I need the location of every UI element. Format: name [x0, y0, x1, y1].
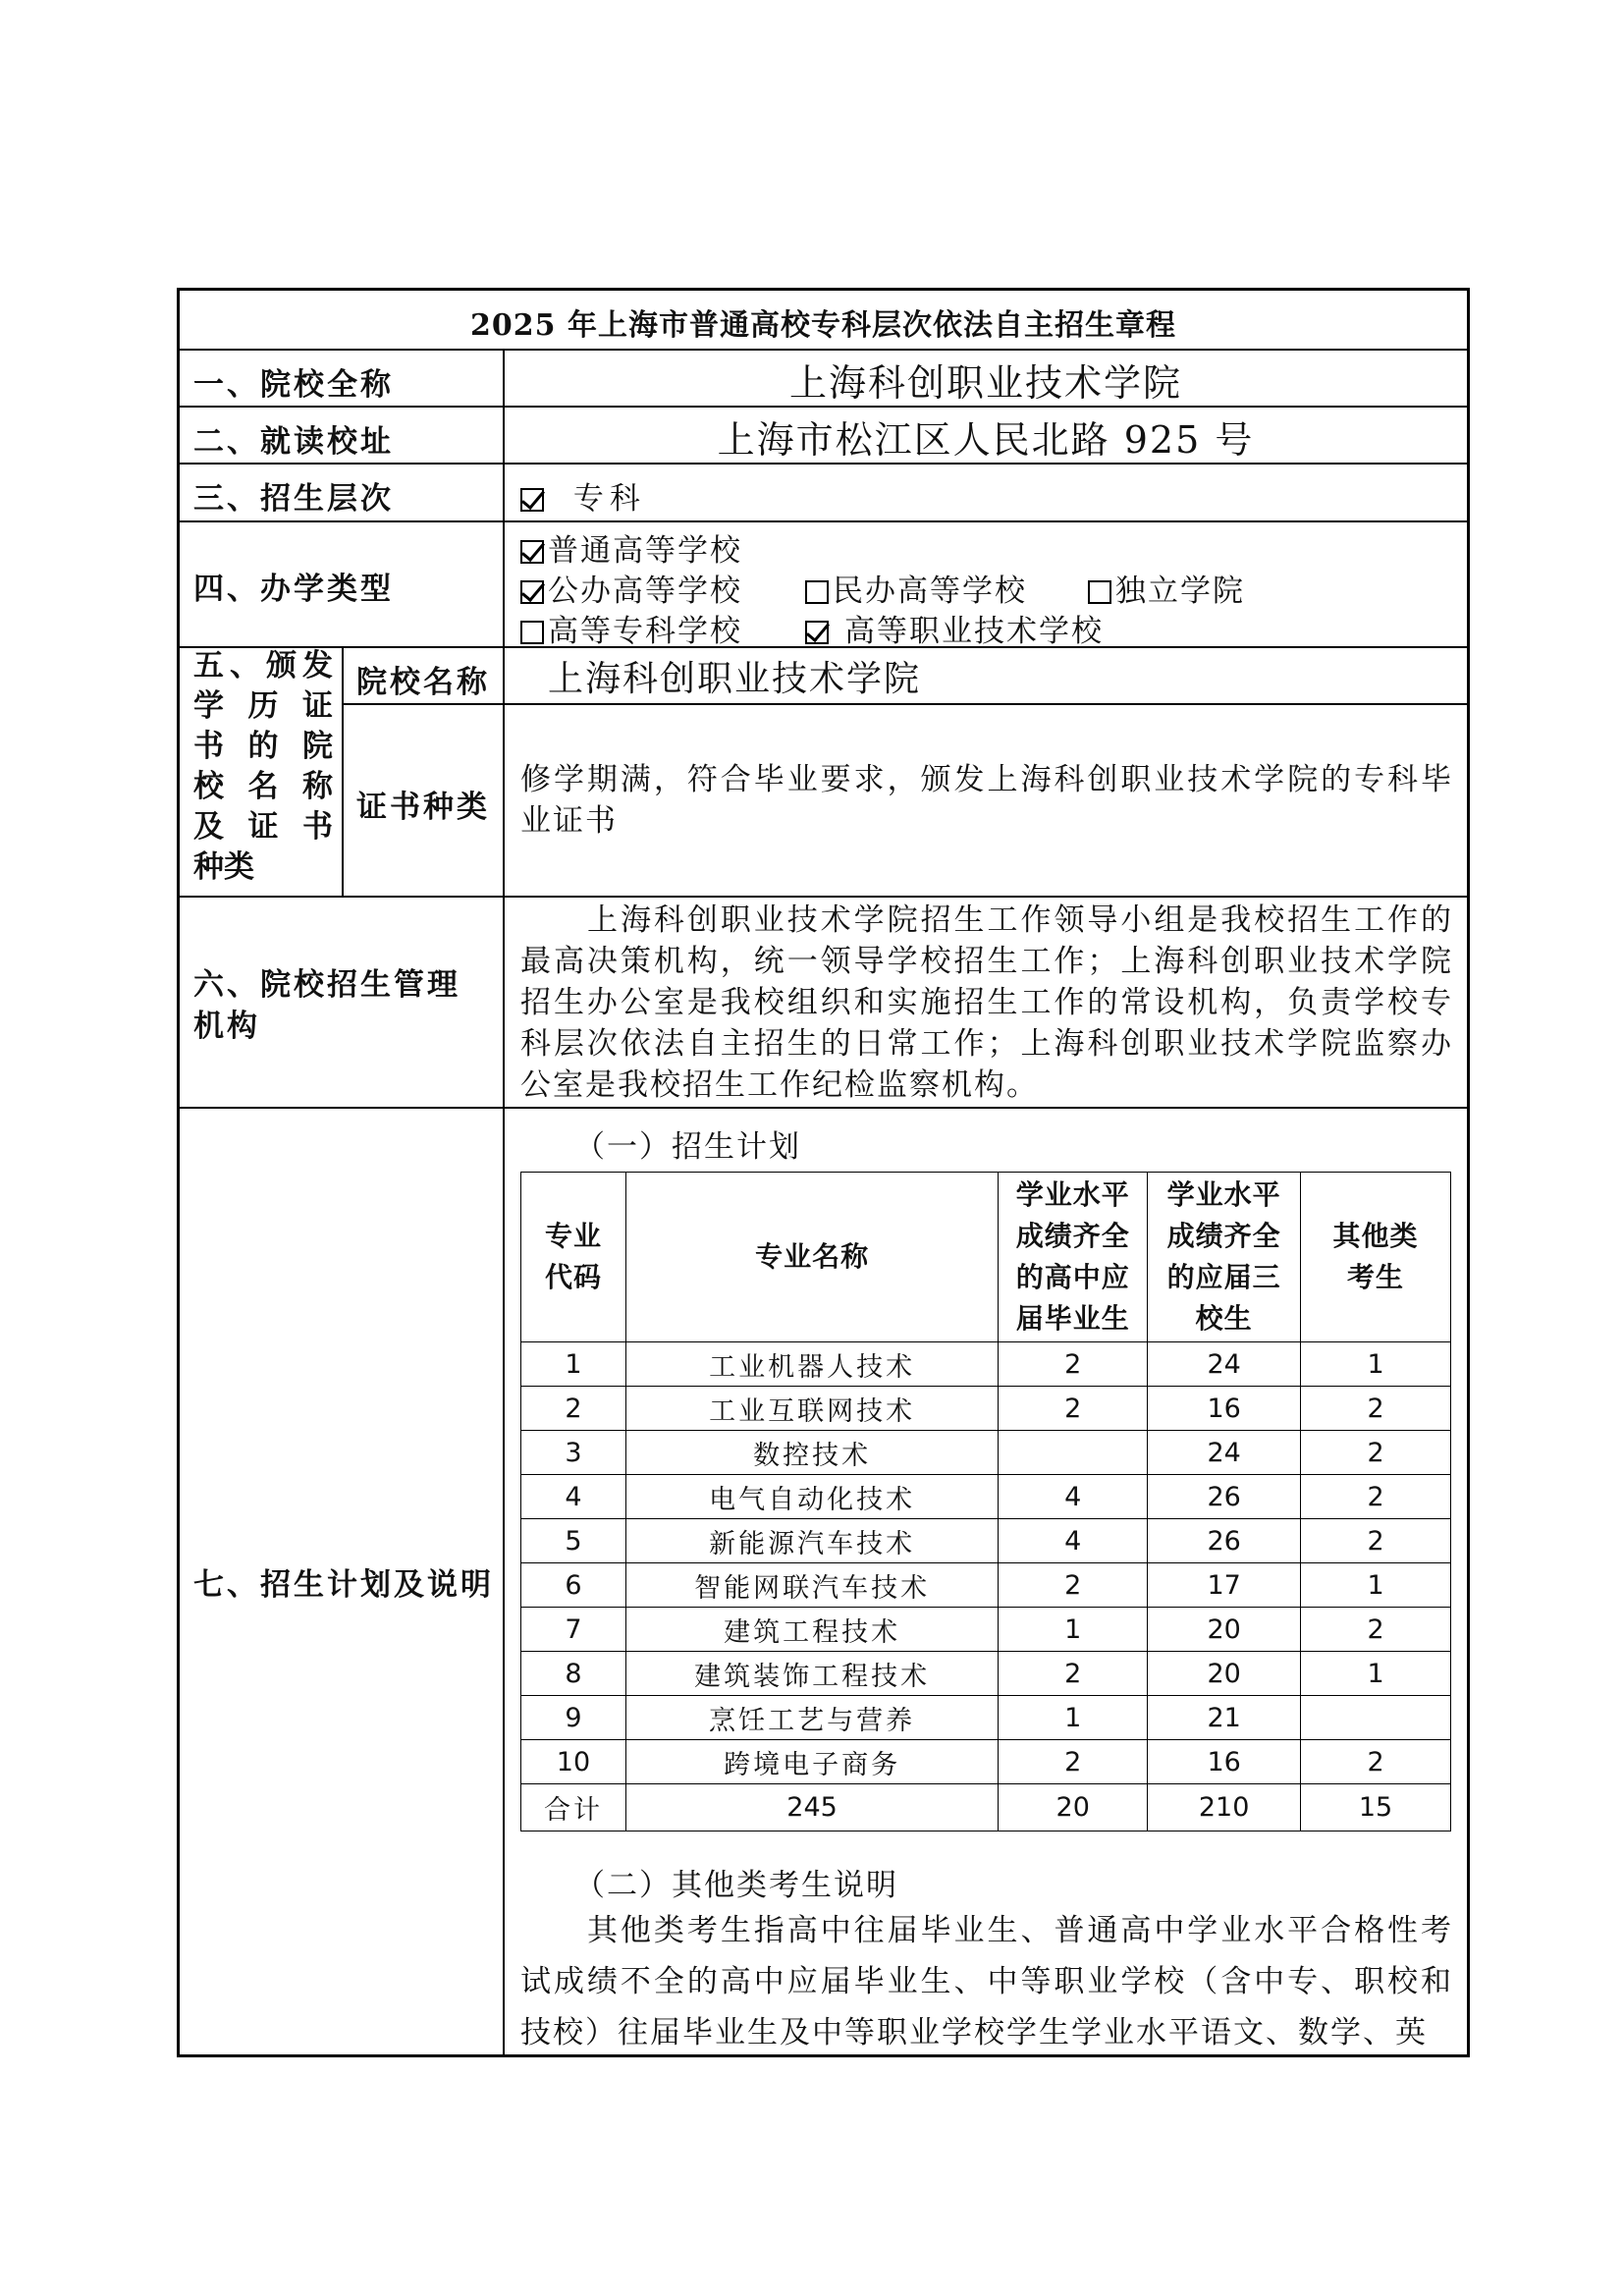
cell-value: 2 — [1301, 1608, 1451, 1652]
certificate-label-line: 校 名 称 — [193, 769, 333, 804]
level-option-label: 专科 — [572, 481, 646, 517]
option-independent — [1088, 566, 1245, 610]
cell-value: 1 — [1301, 1652, 1451, 1696]
cert-type-value: 修学期满，符合毕业要求，颁发上海科创职业技术学院的专科毕业证书 — [520, 762, 1453, 839]
cell-value: 2 — [1301, 1740, 1451, 1784]
address-label: 二、就读校址 — [193, 424, 394, 460]
cell-value: 17 — [1148, 1563, 1301, 1608]
option-private-label: 民办高等学校 — [833, 574, 1027, 609]
cell-value: 20 — [1148, 1608, 1301, 1652]
cell-code: 3 — [521, 1431, 626, 1475]
cell-value: 1 — [1301, 1342, 1451, 1387]
checkbox-empty-icon — [520, 621, 544, 644]
cell-name: 电气自动化技术 — [625, 1475, 998, 1519]
cell-value: 2 — [999, 1387, 1148, 1431]
cell-value: 2 — [1301, 1431, 1451, 1475]
option-general-label: 普通高等学校 — [548, 533, 742, 569]
rule — [342, 703, 1467, 705]
cell-name: 智能网联汽车技术 — [625, 1563, 998, 1608]
option-vocational-label: 高等职业技术学校 — [844, 614, 1104, 649]
cell-code: 7 — [521, 1608, 626, 1652]
checkbox-checked-icon — [520, 488, 544, 512]
option-public — [520, 566, 742, 610]
other-text: 其他类考生指高中往届毕业生、普通高中学业水平合格性考试成绩不全的高中应届毕业生、中等职业学校（含中专、职校和技校）往届毕业生及中等职业学校学生学业水平语文、数学、英 — [520, 1913, 1453, 2050]
table-row — [521, 1387, 1451, 1431]
table-row — [521, 1696, 1451, 1740]
plan-subtitle: （一）招生计划 — [574, 1129, 801, 1165]
cert-name-value: 上海科创职业技术学院 — [548, 659, 922, 699]
other-subtitle: （二）其他类考生说明 — [574, 1868, 898, 1903]
cell-name: 新能源汽车技术 — [625, 1519, 998, 1563]
school-type-label: 四、办学类型 — [193, 572, 394, 607]
cell-value: 21 — [1148, 1696, 1301, 1740]
table-row — [521, 1519, 1451, 1563]
certificate-label-line: 学 历 证 — [193, 688, 333, 724]
cell-value: 1 — [999, 1696, 1148, 1740]
certificate-label-line: 五、颁发 — [193, 648, 333, 683]
cell-value: 2 — [999, 1342, 1148, 1387]
col-header: 专业名称 — [625, 1173, 998, 1342]
level-label: 三、招生层次 — [193, 481, 394, 517]
col-header: 学业水平成绩齐全的高中应届毕业生 — [999, 1173, 1148, 1342]
checkbox-checked-icon — [520, 580, 544, 604]
cell-value: 16 — [1148, 1740, 1301, 1784]
cell-value: 20 — [1148, 1652, 1301, 1696]
cell-value — [999, 1431, 1148, 1475]
certificate-label — [193, 646, 333, 888]
cell-code: 4 — [521, 1475, 626, 1519]
table-row — [521, 1475, 1451, 1519]
table-header-row — [521, 1173, 1451, 1342]
document-title: 2025 年上海市普通高校专科层次依法自主招生章程 — [470, 308, 1176, 343]
cell-name: 工业机器人技术 — [625, 1342, 998, 1387]
table-row — [521, 1740, 1451, 1784]
table-row — [521, 1608, 1451, 1652]
option-vocational — [805, 606, 1104, 650]
certificate-label-line: 种类 — [193, 849, 254, 885]
cell-total: 15 — [1301, 1784, 1451, 1831]
option-private — [805, 566, 1027, 610]
cell-code: 10 — [521, 1740, 626, 1784]
charter-table — [177, 288, 1470, 2057]
option-independent-label: 独立学院 — [1115, 574, 1245, 609]
cert-name-label: 院校名称 — [356, 665, 490, 700]
cell-total-label: 合计 — [521, 1784, 626, 1831]
checkbox-empty-icon — [1088, 580, 1111, 604]
rule — [180, 896, 1467, 898]
cell-value: 2 — [1301, 1475, 1451, 1519]
cell-value: 16 — [1148, 1387, 1301, 1431]
cell-total: 210 — [1148, 1784, 1301, 1831]
cell-value: 26 — [1148, 1519, 1301, 1563]
management-text: 上海科创职业技术学院招生工作领导小组是我校招生工作的最高决策机构，统一领导学校招生工作；上海科创职业技术学院招生办公室是我校组织和实施招生工作的常设机构，负责学校专科层次依法自主招生的日常工作；上海科创职业技术学院监察办公室是我校招生工作纪检监察机构。 — [520, 902, 1453, 1103]
certificate-label-line: 书 的 院 — [193, 729, 333, 764]
cell-name: 烹饪工艺与营养 — [625, 1696, 998, 1740]
checkbox-empty-icon — [805, 580, 829, 604]
option-junior — [520, 606, 742, 650]
rule — [180, 349, 1467, 351]
cell-code: 1 — [521, 1342, 626, 1387]
checkbox-checked-icon — [520, 540, 544, 564]
table-row — [521, 1342, 1451, 1387]
option-junior-label: 高等专科学校 — [548, 614, 742, 649]
cell-value: 2 — [1301, 1387, 1451, 1431]
cell-total: 20 — [999, 1784, 1148, 1831]
rule — [342, 646, 344, 896]
cell-name: 建筑工程技术 — [625, 1608, 998, 1652]
col-header: 学业水平成绩齐全的应届三校生 — [1148, 1173, 1301, 1342]
school-name-value: 上海科创职业技术学院 — [788, 361, 1182, 405]
school-name-label: 一、院校全称 — [193, 367, 394, 403]
cell-name: 建筑装饰工程技术 — [625, 1652, 998, 1696]
cell-name: 工业互联网技术 — [625, 1387, 998, 1431]
cell-value: 2 — [999, 1740, 1148, 1784]
address-value: 上海市松江区人民北路 925 号 — [717, 418, 1255, 462]
enrollment-plan-table — [520, 1172, 1451, 1831]
school-type-options — [520, 525, 1453, 649]
rule — [503, 349, 505, 2054]
plan-label: 七、招生计划及说明 — [193, 1567, 494, 1603]
cell-total: 245 — [625, 1784, 998, 1831]
certificate-label-line: 及 证 书 — [193, 809, 333, 845]
cell-name: 数控技术 — [625, 1431, 998, 1475]
cell-value: 1 — [999, 1608, 1148, 1652]
col-header: 其他类考生 — [1301, 1173, 1451, 1342]
cell-value: 24 — [1148, 1342, 1301, 1387]
table-row — [521, 1431, 1451, 1475]
checkbox-checked-icon — [805, 621, 829, 644]
cell-value: 24 — [1148, 1431, 1301, 1475]
cell-value: 2 — [999, 1652, 1148, 1696]
management-label: 六、院校招生管理机构 — [193, 967, 460, 1044]
option-public-label: 公办高等学校 — [548, 574, 742, 609]
cell-code: 2 — [521, 1387, 626, 1431]
table-total-row — [521, 1784, 1451, 1831]
cell-code: 5 — [521, 1519, 626, 1563]
col-header: 专业代码 — [521, 1173, 626, 1342]
rule — [180, 520, 1467, 522]
cell-value: 4 — [999, 1475, 1148, 1519]
cell-value: 4 — [999, 1519, 1148, 1563]
table-row — [521, 1652, 1451, 1696]
cell-code: 8 — [521, 1652, 626, 1696]
rule — [180, 1107, 1467, 1109]
level-option — [520, 473, 646, 518]
cell-value: 2 — [1301, 1519, 1451, 1563]
cell-value: 1 — [1301, 1563, 1451, 1608]
table-row — [521, 1563, 1451, 1608]
option-general — [520, 525, 742, 570]
cell-value — [1301, 1696, 1451, 1740]
cell-value: 26 — [1148, 1475, 1301, 1519]
cell-value: 2 — [999, 1563, 1148, 1608]
cell-name: 跨境电子商务 — [625, 1740, 998, 1784]
cert-type-label: 证书种类 — [356, 790, 490, 825]
cell-code: 9 — [521, 1696, 626, 1740]
cell-code: 6 — [521, 1563, 626, 1608]
